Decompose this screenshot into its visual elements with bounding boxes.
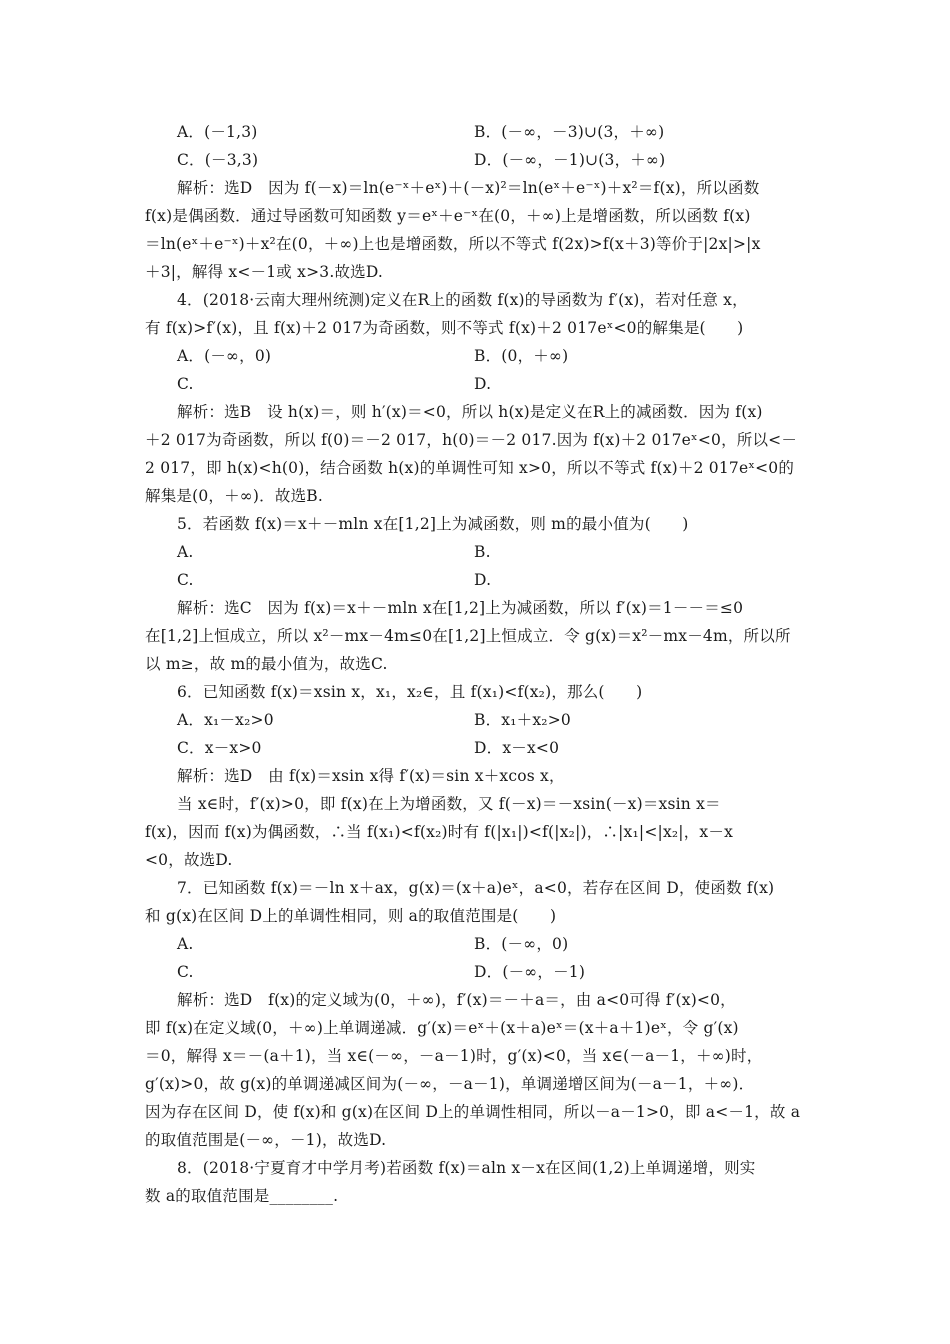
option-right: D．(－∞，－1)	[474, 963, 586, 981]
text-line: 解析：选D 由 f(x)＝xsin x得 f′(x)＝sin x＋xcos x，	[177, 767, 565, 785]
text-line: ＋3|，解得 x<－1或 x>3.故选D.	[145, 263, 384, 281]
text-line: 因为存在区间 D，使 f(x)和 g(x)在区间 D上的单调性相同，所以－a－1>0，即 a<－1，故 a	[145, 1103, 801, 1121]
text-line: 有 f(x)>f′(x)，且 f(x)＋2 017为奇函数，则不等式 f(x)＋2 017eˣ<0的解集是( )	[145, 319, 744, 337]
text-line: A．(－1,3)	[177, 123, 258, 141]
text-line: C.	[177, 375, 194, 393]
text-line: 和 g(x)在区间 D上的单调性相同，则 a的取值范围是( )	[145, 907, 557, 925]
text-line: ＝0，解得 x＝－(a＋1)，当 x∈(－∞，－a－1)时，g′(x)<0，当 x∈(－a－1，＋∞)时，	[145, 1047, 763, 1065]
text-line: C.	[177, 571, 194, 589]
option-right: B．(－∞，－3)∪(3，＋∞)	[474, 123, 665, 141]
text-line: ＝ln(eˣ＋e⁻ˣ)＋x²在(0，＋∞)上也是增函数，所以不等式 f(2x)>f(x＋3)等价于|2x|>|x	[145, 235, 761, 253]
text-line: f(x)是偶函数．通过导函数可知函数 y＝eˣ＋e⁻ˣ在(0，＋∞)上是增函数，所以函数 f(x)	[145, 207, 751, 225]
text-line: f(x)，因而 f(x)为偶函数，∴当 f(x₁)<f(x₂)时有 f(|x₁|)<f(|x₂|)，∴|x₁|<|x₂|，x－x	[145, 823, 734, 841]
option-right: D.	[474, 571, 492, 589]
option-right: B．x₁＋x₂>0	[474, 711, 571, 729]
text-line: 8．(2018·宁夏育才中学月考)若函数 f(x)＝aln x－x在区间(1,2)上单调递增，则实	[177, 1159, 756, 1177]
text-line: 解析：选D 因为 f(－x)＝ln(e⁻ˣ＋eˣ)＋(－x)²＝ln(eˣ＋e⁻ˣ)＋x²＝f(x)，所以函数	[177, 179, 760, 197]
text-line: g′(x)>0，故 g(x)的单调递减区间为(－∞，－a－1)，单调递增区间为(－a－1，＋∞)．	[145, 1075, 755, 1093]
text-line: 解析：选D f(x)的定义域为(0，＋∞)，f′(x)＝－＋a＝，由 a<0可得 f′(x)<0，	[177, 991, 736, 1009]
option-right: D．x－x<0	[474, 739, 560, 757]
text-line: 在[1,2]上恒成立，所以 x²－mx－4m≤0在[1,2]上恒成立．令 g(x)＝x²－mx－4m，所以所	[145, 627, 791, 645]
text-line: 数 a的取值范围是________.	[145, 1187, 339, 1205]
text-line: 的取值范围是(－∞，－1)，故选D.	[145, 1131, 387, 1149]
text-line: 7．已知函数 f(x)＝－ln x＋ax，g(x)＝(x＋a)eˣ，a<0，若存在区间 D，使函数 f(x)	[177, 879, 775, 897]
text-line: A．x₁－x₂>0	[177, 711, 274, 729]
option-right: D.	[474, 375, 492, 393]
option-right: B．(0，＋∞)	[474, 347, 569, 365]
text-line: 解集是(0，＋∞)．故选B.	[145, 487, 323, 505]
text-line: 当 x∈时，f′(x)>0，即 f(x)在上为增函数，又 f(－x)＝－xsin(－x)＝xsin x＝	[177, 795, 721, 813]
text-line: 5．若函数 f(x)＝x＋－mln x在[1,2]上为减函数，则 m的最小值为( )	[177, 515, 689, 533]
option-right: B．(－∞，0)	[474, 935, 569, 953]
text-line: C.	[177, 963, 194, 981]
text-line: C．x－x>0	[177, 739, 262, 757]
option-right: D．(－∞，－1)∪(3，＋∞)	[474, 151, 666, 169]
text-line: 6．已知函数 f(x)＝xsin x，x₁，x₂∈，且 f(x₁)<f(x₂)，那么( )	[177, 683, 643, 701]
text-line: A.	[177, 543, 194, 561]
option-right: B.	[474, 543, 491, 561]
text-line: C．(－3,3)	[177, 151, 259, 169]
text-line: 解析：选C 因为 f(x)＝x＋－mln x在[1,2]上为减函数，所以 f′(x)＝1－－＝≤0	[177, 599, 744, 617]
text-line: <0，故选D.	[145, 851, 233, 869]
text-line: 4．(2018·云南大理州统测)定义在R上的函数 f(x)的导函数为 f′(x)，若对任意 x，	[177, 291, 748, 309]
text-line: 即 f(x)在定义域(0，＋∞)上单调递减．g′(x)＝eˣ＋(x＋a)eˣ＝(x＋a＋1)eˣ，令 g′(x)	[145, 1019, 739, 1037]
text-line: ＋2 017为奇函数，所以 f(0)＝－2 017，h(0)＝－2 017.因为 f(x)＋2 017eˣ<0，所以<－	[145, 431, 798, 449]
text-line: A．(－∞，0)	[177, 347, 272, 365]
text-line: 以 m≥，故 m的最小值为，故选C.	[145, 655, 388, 673]
text-line: 2 017，即 h(x)<h(0)，结合函数 h(x)的单调性可知 x>0，所以不等式 f(x)＋2 017eˣ<0的	[145, 459, 795, 477]
text-line: 解析：选B 设 h(x)＝，则 h′(x)＝<0，所以 h(x)是定义在R上的减函数．因为 f(x)	[177, 403, 763, 421]
text-line: A.	[177, 935, 194, 953]
